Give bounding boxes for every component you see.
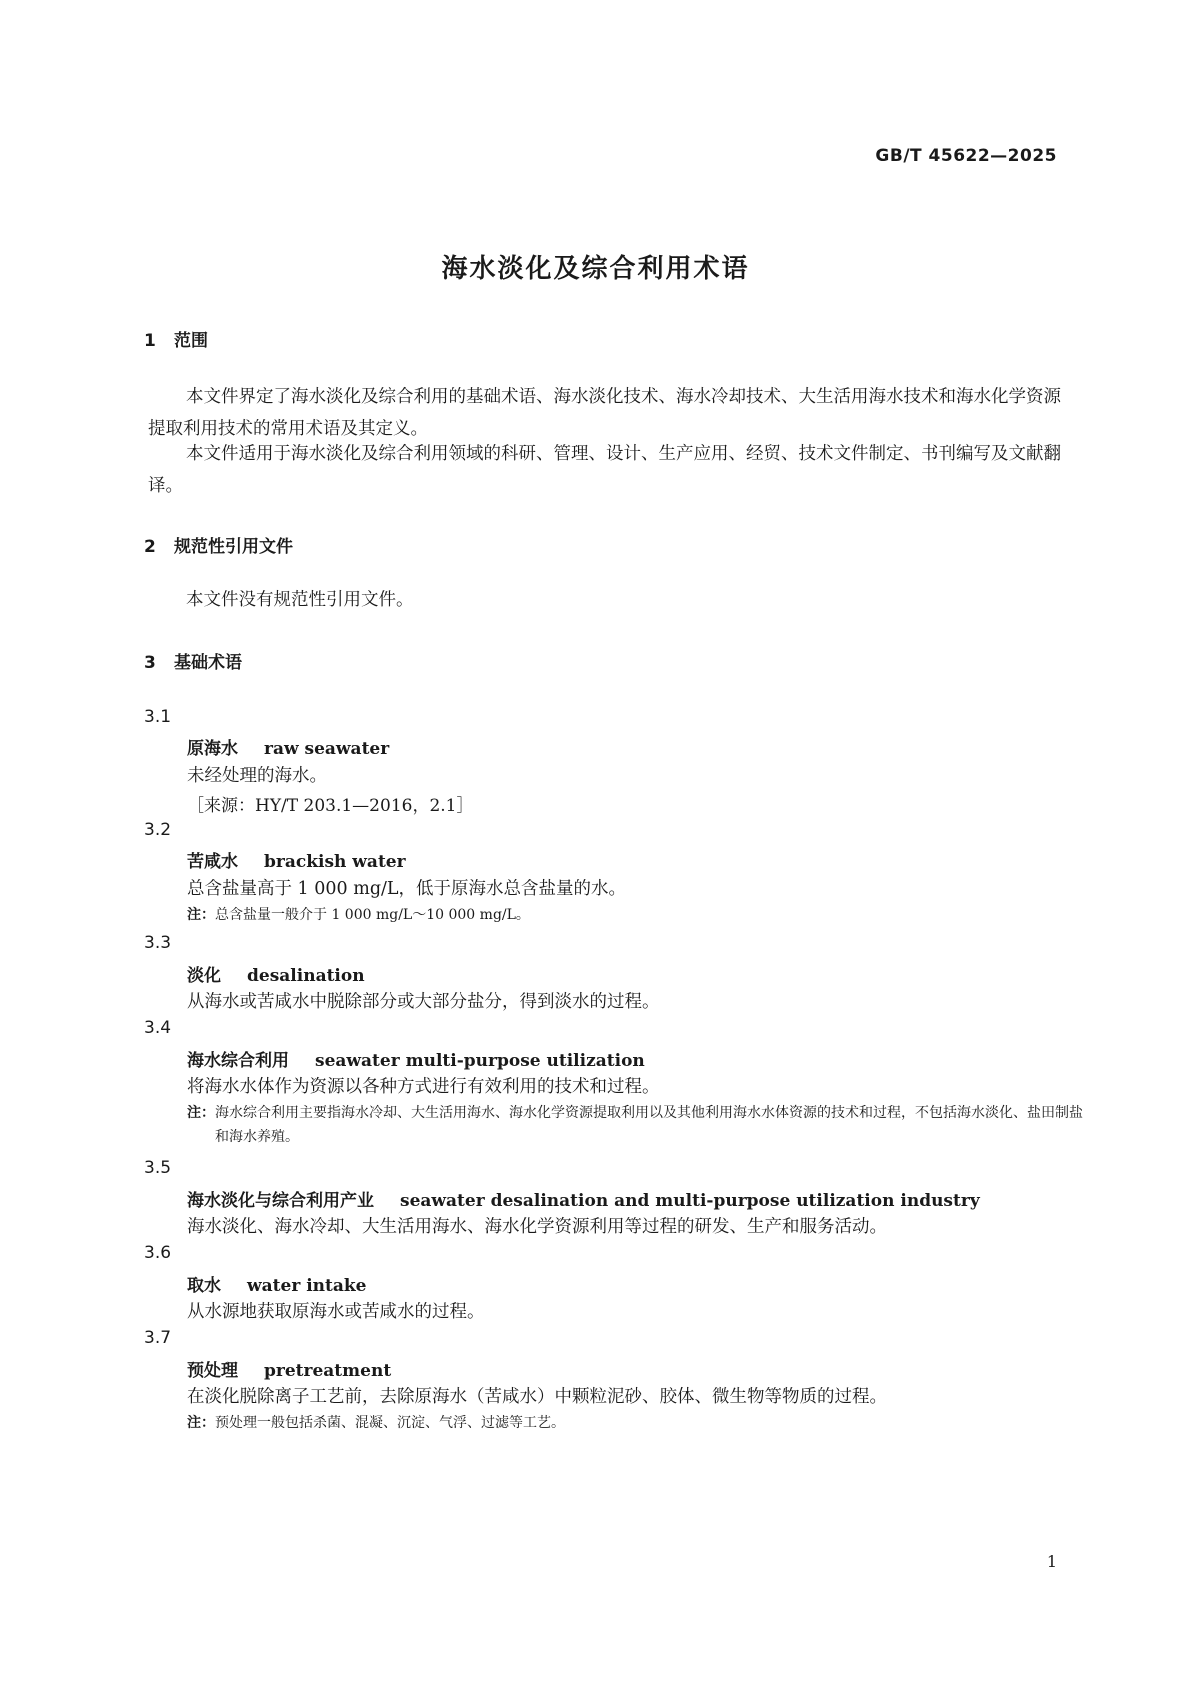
term-entry bbox=[187, 1271, 366, 1296]
term-entry bbox=[187, 961, 365, 986]
note-text: 总含盐量一般介于 1 000 mg/L～10 000 mg/L。 bbox=[215, 907, 530, 923]
term-number: 3.4 bbox=[144, 1018, 172, 1038]
section-1-paragraph-1: 本文件界定了海水淡化及综合利用的基础术语、海水淡化技术、海水冷却技术、大生活用海水技术和海水化学资源提取利用技术的常用术语及其定义。 bbox=[148, 387, 1061, 439]
note-label: 注： bbox=[187, 1415, 215, 1431]
term-english: desalination bbox=[247, 966, 365, 986]
term-chinese: 原海水 bbox=[187, 739, 238, 759]
section-1-heading bbox=[144, 326, 208, 351]
term-note bbox=[187, 903, 1067, 927]
term-definition: 总含盐量高于 1 000 mg/L，低于原海水总含盐量的水。 bbox=[187, 879, 627, 899]
term-chinese: 取水 bbox=[187, 1276, 221, 1296]
standard-code: GB/T 45622—2025 bbox=[875, 146, 1057, 166]
term-chinese: 苦咸水 bbox=[187, 852, 238, 872]
term-number: 3.1 bbox=[144, 707, 172, 727]
section-3-heading bbox=[144, 648, 242, 673]
section-title: 基础术语 bbox=[174, 653, 242, 673]
term-english: raw seawater bbox=[264, 739, 390, 759]
term-english: seawater desalination and multi-purpose utilization industry bbox=[400, 1191, 980, 1211]
term-chinese: 海水综合利用 bbox=[187, 1051, 289, 1071]
term-chinese: 预处理 bbox=[187, 1361, 238, 1381]
term-note bbox=[187, 1411, 1067, 1435]
term-number: 3.5 bbox=[144, 1158, 172, 1178]
term-number: 3.3 bbox=[144, 933, 172, 953]
term-english: water intake bbox=[247, 1276, 367, 1296]
section-number: 1 bbox=[144, 331, 156, 351]
section-title: 规范性引用文件 bbox=[174, 537, 293, 557]
term-entry bbox=[187, 1186, 980, 1211]
term-number: 3.2 bbox=[144, 820, 172, 840]
term-entry bbox=[187, 734, 389, 759]
term-definition: 在淡化脱除离子工艺前，去除原海水（苦咸水）中颗粒泥砂、胶体、微生物等物质的过程。 bbox=[187, 1387, 887, 1407]
section-number: 2 bbox=[144, 537, 156, 557]
note-text: 海水综合利用主要指海水冷却、大生活用海水、海水化学资源提取利用以及其他利用海水水体资源的技术和过程，不包括海水淡化、盐田制盐和海水养殖。 bbox=[215, 1105, 1083, 1145]
term-english: brackish water bbox=[264, 852, 406, 872]
term-definition: 将海水水体作为资源以各种方式进行有效利用的技术和过程。 bbox=[187, 1077, 660, 1097]
section-2-heading bbox=[144, 532, 293, 557]
term-entry bbox=[187, 1046, 645, 1071]
term-english: pretreatment bbox=[264, 1361, 392, 1381]
term-definition: 未经处理的海水。 bbox=[187, 766, 327, 786]
term-note bbox=[187, 1101, 1095, 1149]
term-definition: 海水淡化、海水冷却、大生活用海水、海水化学资源利用等过程的研发、生产和服务活动。 bbox=[187, 1217, 887, 1237]
note-label: 注： bbox=[187, 907, 215, 923]
term-number: 3.6 bbox=[144, 1243, 172, 1263]
section-title: 范围 bbox=[174, 331, 208, 351]
section-2-paragraph-1: 本文件没有规范性引用文件。 bbox=[186, 590, 414, 610]
note-text: 预处理一般包括杀菌、混凝、沉淀、气浮、过滤等工艺。 bbox=[215, 1415, 565, 1431]
term-entry bbox=[187, 847, 406, 872]
term-entry bbox=[187, 1356, 391, 1381]
term-number: 3.7 bbox=[144, 1328, 172, 1348]
term-chinese: 淡化 bbox=[187, 966, 221, 986]
term-source: ［来源：HY/T 203.1—2016，2.1］ bbox=[187, 796, 474, 816]
section-1-paragraph-2: 本文件适用于海水淡化及综合利用领域的科研、管理、设计、生产应用、经贸、技术文件制定、书刊编写及文献翻译。 bbox=[148, 444, 1061, 496]
note-label: 注： bbox=[187, 1105, 215, 1121]
term-english: seawater multi-purpose utilization bbox=[315, 1051, 645, 1071]
document-title: 海水淡化及综合利用术语 bbox=[441, 254, 750, 284]
section-number: 3 bbox=[144, 653, 156, 673]
term-definition: 从海水或苦咸水中脱除部分或大部分盐分，得到淡水的过程。 bbox=[187, 992, 660, 1012]
page-number: 1 bbox=[1046, 1552, 1057, 1571]
term-chinese: 海水淡化与综合利用产业 bbox=[187, 1191, 374, 1211]
term-definition: 从水源地获取原海水或苦咸水的过程。 bbox=[187, 1302, 485, 1322]
